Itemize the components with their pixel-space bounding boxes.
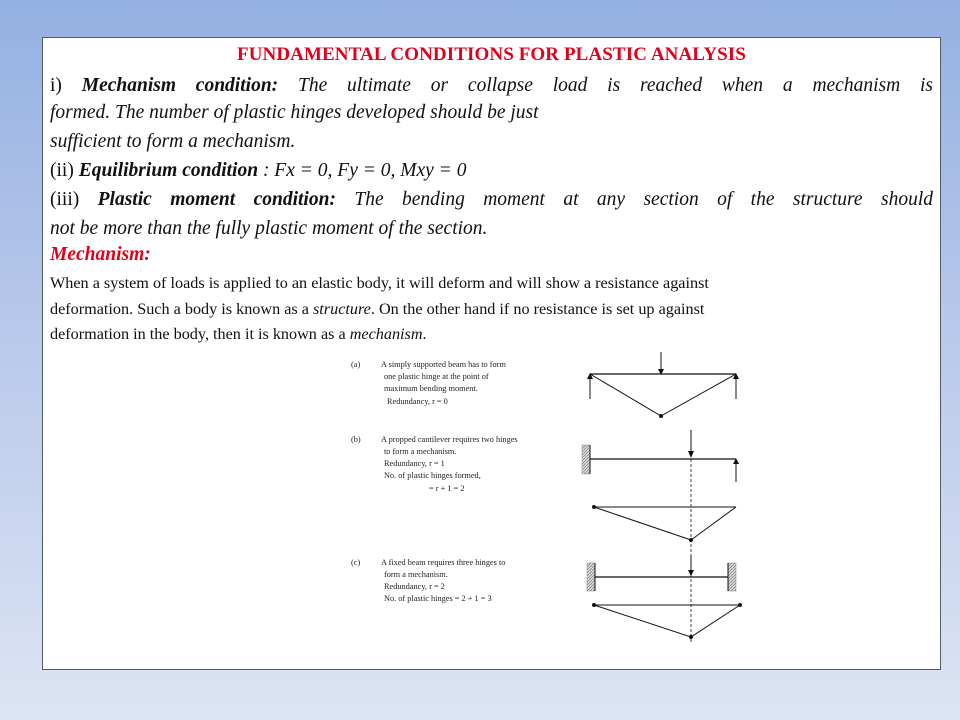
figure-a-line: maximum bending moment. [384, 384, 478, 393]
plastic-hinge [689, 538, 693, 542]
equilibrium-condition [50, 157, 933, 184]
mechanism-condition-line2: formed. The number of plastic hinges developed should be just [50, 102, 539, 123]
condition-label: Equilibrium condition [78, 160, 259, 181]
figure-c-line: No. of plastic hinges = 2 + 1 = 3 [384, 594, 492, 603]
text-segment: deformation in the body, then it is known as a [50, 325, 350, 343]
mechanism-heading: Mechanism: [50, 244, 151, 265]
text-segment-italic: mechanism [349, 325, 423, 343]
figure-a-line: A simply supported beam has to form [381, 360, 506, 369]
figure-b-line: A propped cantilever requires two hinges [381, 435, 518, 444]
plastic-hinge [592, 505, 596, 509]
figure-c-line: Redundancy, r = 2 [384, 582, 445, 591]
figure-b-tag: (b) [351, 435, 361, 444]
condition-prefix: i) [50, 75, 82, 96]
fixed-support-left [587, 563, 595, 591]
figure-c-tag: (c) [351, 558, 361, 567]
mechanism-line [590, 374, 661, 416]
text-segment: . On the other hand if no resistance is set up against [370, 300, 705, 318]
plastic-hinge [689, 635, 693, 639]
plastic-hinge [659, 414, 663, 418]
mechanism-text-line1: When a system of loads is applied to an elastic body, it will deform and will show a resistance against [50, 274, 709, 292]
fixed-support-right [728, 563, 736, 591]
condition-text: The bending moment at any section of the structure should [335, 189, 933, 210]
mechanism-condition-line3: sufficient to form a mechanism. [50, 131, 296, 152]
mechanism-condition-line1 [50, 72, 933, 99]
figure-a-tag: (a) [351, 360, 361, 369]
plastic-moment-condition-line1 [50, 186, 933, 213]
condition-text: The ultimate or collapse load is reached when a mechanism is [278, 75, 933, 96]
slide-content-box [42, 37, 941, 670]
mechanism-diagrams [343, 352, 744, 646]
plastic-hinge [738, 603, 742, 607]
figure-b-line: No. of plastic hinges formed, [384, 471, 481, 480]
simply-supported-beam-diagram [587, 352, 739, 418]
condition-label: Plastic moment condition: [97, 189, 336, 210]
figure-c-line: form a mechanism. [384, 570, 448, 579]
condition-prefix: (ii) [50, 160, 79, 181]
figure-b-line: to form a mechanism. [384, 447, 457, 456]
figure-b-line: = r + 1 = 2 [429, 484, 465, 493]
mechanism-text-line2 [50, 297, 933, 322]
condition-prefix: (iii) [50, 189, 98, 210]
mechanism-line [661, 374, 736, 416]
fixed-support [582, 445, 590, 474]
mechanism-line [691, 507, 736, 540]
slide-title: FUNDAMENTAL CONDITIONS FOR PLASTIC ANALYSIS [237, 44, 746, 65]
mechanism-text-line3 [50, 322, 933, 347]
text-segment: . [422, 325, 427, 343]
load-arrowhead [688, 451, 694, 458]
mechanism-line [594, 507, 691, 540]
mechanism-line [691, 605, 740, 637]
figure-a-line: one plastic hinge at the point of [384, 372, 489, 381]
plastic-hinge [592, 603, 596, 607]
condition-label: Mechanism condition: [81, 75, 279, 96]
mechanism-figure [343, 352, 744, 646]
load-arrowhead [688, 570, 694, 576]
figure-a-line: Redundancy, r = 0 [387, 397, 448, 406]
text-segment: deformation. Such a body is known as a [50, 300, 313, 318]
text-segment-italic: structure [313, 300, 371, 318]
plastic-moment-condition-line2: not be more than the fully plastic moment of the section. [50, 218, 488, 239]
figure-b-line: Redundancy, r = 1 [384, 459, 445, 468]
fixed-beam-diagram [587, 556, 742, 639]
propped-cantilever-diagram [582, 430, 739, 642]
condition-text: : Fx = 0, Fy = 0, Mxy = 0 [258, 160, 467, 181]
figure-c-line: A fixed beam requires three hinges to [381, 558, 506, 567]
mechanism-line [594, 605, 691, 637]
